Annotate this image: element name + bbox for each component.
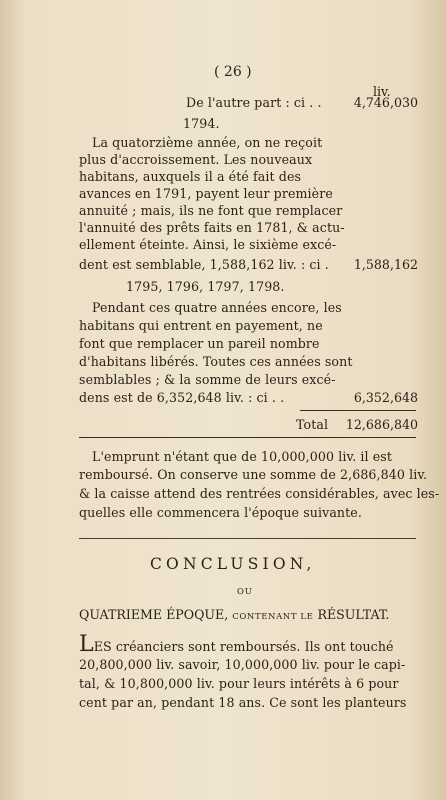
fourth-epoch-result: RÉSULTAT. (317, 607, 390, 622)
conclusion-heading: CONCLUSION, (150, 555, 316, 573)
page-number: ( 26 ) (214, 64, 252, 80)
text-line: Pendant ces quatre années encore, les (92, 300, 342, 315)
total-amount: 12,686,840 (345, 417, 418, 432)
text-line: dens est de 6,352,648 liv. : ci . . (79, 390, 285, 405)
drop-cap: L (79, 632, 94, 657)
years-heading-1795-1798: 1795, 1796, 1797, 1798. (126, 279, 285, 294)
fourth-epoch-title: QUATRIEME ÉPOQUE, (79, 607, 229, 622)
total-rule-top (300, 410, 416, 411)
text-line (79, 634, 394, 656)
text-line: 20,800,000 liv. savoir, 10,000,000 liv. pour le capi- (79, 657, 406, 672)
text-line: remboursé. On conserve une somme de 2,686,840 liv. (79, 467, 428, 482)
fourth-epoch-contenant: CONTENANT LE (232, 612, 314, 622)
text-line: habitans qui entrent en payement, ne (79, 318, 323, 333)
fourth-epoch-heading (79, 607, 389, 622)
text-line: semblables ; & la somme de leurs excé- (79, 372, 336, 387)
section-divider (79, 538, 416, 539)
text-line: tal, & 10,800,000 liv. pour leurs intérêts à 6 pour (79, 676, 399, 691)
text-line: L'emprunt n'étant que de 10,000,000 liv. il est (92, 449, 393, 464)
text-line: annuité ; mais, ils ne font que remplacer (79, 203, 343, 218)
text-line: l'annuité des prêts faits en 1781, & actu- (79, 220, 345, 235)
text-line: ellement éteinte. Ainsi, le sixième excé- (79, 237, 337, 252)
amount-1795-1798: 6,352,648 (353, 390, 418, 405)
carry-over-label: De l'autre part : ci . . (186, 95, 322, 110)
text-line: La quatorzième année, on ne reçoit (92, 135, 323, 150)
text-line: dent est semblable, 1,588,162 liv. : ci . (79, 257, 329, 272)
text-line: plus d'accroissement. Les nouveaux (79, 152, 313, 167)
year-heading-1794: 1794. (183, 116, 220, 131)
text-line: cent par an, pendant 18 ans. Ce sont les planteurs (79, 695, 407, 710)
text-line: d'habitans libérés. Toutes ces années sont (79, 354, 353, 369)
amount-1794: 1,588,162 (353, 257, 418, 272)
text-line: font que remplacer un pareil nombre (79, 336, 320, 351)
text-line: & la caisse attend des rentrées considérables, avec les- (79, 486, 440, 501)
text-line: avances en 1791, payent leur première (79, 186, 333, 201)
total-rule-bottom (79, 437, 416, 438)
text-line: habitans, auxquels il a été fait des (79, 169, 302, 184)
text-line: quelles elle commencera l'époque suivante. (79, 505, 362, 520)
ou-label: OU (237, 587, 253, 597)
currency-unit-header: liv. (373, 84, 391, 99)
total-label: Total (296, 417, 329, 432)
first-line-rest: ES créanciers sont remboursés. Ils ont touché (93, 639, 394, 654)
carry-over-amount: 4,746,030 (353, 95, 418, 110)
